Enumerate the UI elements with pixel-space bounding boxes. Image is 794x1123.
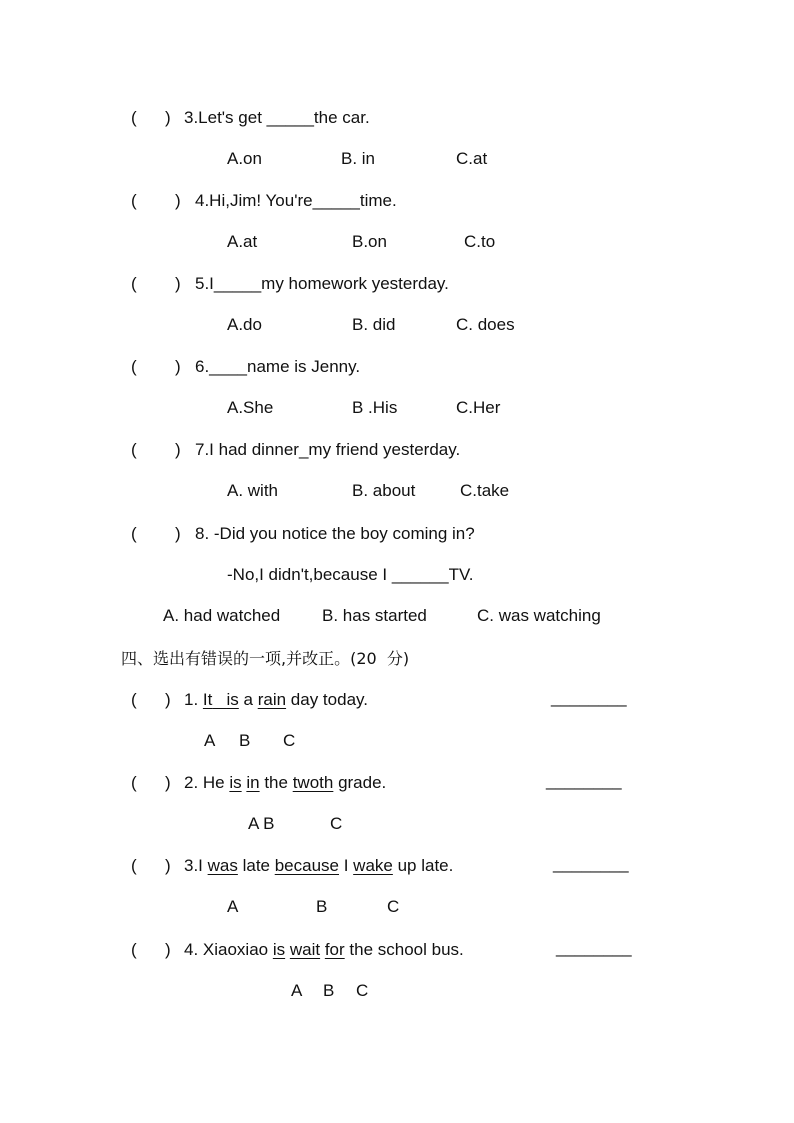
option-c: C.to bbox=[464, 232, 496, 251]
answer-bracket-right: ) bbox=[165, 856, 171, 875]
choice-c-underlined: twoth bbox=[292, 773, 334, 792]
question-stem-response: -No,I didn't,because I ______TV. bbox=[227, 565, 474, 584]
option-b: B. did bbox=[352, 315, 396, 334]
question-stem: 7.I had dinner_my friend yesterday. bbox=[195, 440, 461, 459]
option-c: C. was watching bbox=[477, 606, 601, 625]
section-heading: 四、选出有错误的一项,并改正。(20 分) bbox=[121, 649, 410, 668]
answer-bracket-left: ( bbox=[131, 108, 137, 127]
answer-bracket-right: ) bbox=[175, 524, 181, 543]
answer-bracket-left: ( bbox=[131, 773, 137, 792]
answer-bracket-left: ( bbox=[131, 690, 137, 709]
option-a: A. had watched bbox=[163, 606, 281, 625]
answer-bracket-left: ( bbox=[131, 357, 137, 376]
correction-blank[interactable]: ________ bbox=[546, 771, 622, 790]
answer-bracket-right: ) bbox=[175, 440, 181, 459]
answer-bracket-left: ( bbox=[131, 856, 137, 875]
error-sentence: 3.I was late because I wake up late. bbox=[184, 856, 454, 875]
choice-b-underlined: in bbox=[246, 773, 260, 792]
question-stem: 5.I_____my homework yesterday. bbox=[195, 274, 449, 293]
question-stem: 4.Hi,Jim! You're_____time. bbox=[195, 191, 397, 210]
error-sentence: 2. He is in the twoth grade. bbox=[184, 773, 387, 792]
option-b: B.on bbox=[352, 232, 387, 251]
choice-b-underlined: because bbox=[274, 856, 339, 875]
option-c: C.take bbox=[460, 481, 510, 500]
option-b: B. about bbox=[352, 481, 416, 500]
option-a: A.at bbox=[227, 232, 258, 251]
choice-b-underlined: wait bbox=[289, 940, 321, 959]
correction-blank[interactable]: ________ bbox=[553, 854, 629, 873]
answer-bracket-right: ) bbox=[165, 108, 171, 127]
option-b: B .His bbox=[352, 398, 398, 417]
choice-label-a: A bbox=[227, 897, 239, 916]
correction-blank[interactable]: ________ bbox=[556, 938, 632, 957]
error-sentence: 4. Xiaoxiao is wait for the school bus. bbox=[184, 940, 464, 959]
choice-label-b: B bbox=[239, 731, 251, 750]
option-a: A.on bbox=[227, 149, 262, 168]
answer-bracket-right: ) bbox=[175, 357, 181, 376]
option-c: C. does bbox=[456, 315, 515, 334]
answer-bracket-right: ) bbox=[165, 940, 171, 959]
answer-bracket-left: ( bbox=[131, 274, 137, 293]
option-b: B. in bbox=[341, 149, 376, 168]
option-a: A. with bbox=[227, 481, 279, 500]
choice-label-a: A bbox=[291, 981, 303, 1000]
choice-label-b: B bbox=[316, 897, 328, 916]
choice-c-underlined: wake bbox=[353, 856, 393, 875]
choice-label-c: C bbox=[387, 897, 400, 916]
choice-a-underlined: is bbox=[229, 773, 242, 792]
answer-bracket-left: ( bbox=[131, 940, 137, 959]
option-a: A.She bbox=[227, 398, 274, 417]
choice-label-ab: A B bbox=[248, 814, 275, 833]
answer-bracket-right: ) bbox=[165, 773, 171, 792]
answer-bracket-left: ( bbox=[131, 191, 137, 210]
choice-label-c: C bbox=[356, 981, 369, 1000]
choice-a-underlined: was bbox=[207, 856, 238, 875]
choice-label-a: A bbox=[204, 731, 216, 750]
question-stem: 3.Let's get _____the car. bbox=[184, 108, 370, 127]
choice-a-underlined: is bbox=[272, 940, 286, 959]
choice-b-underlined: is bbox=[226, 690, 239, 709]
answer-bracket-left: ( bbox=[131, 524, 137, 543]
correction-blank[interactable]: ________ bbox=[551, 688, 627, 707]
choice-c-underlined: for bbox=[324, 940, 345, 959]
option-c: C.Her bbox=[456, 398, 501, 417]
option-b: B. has started bbox=[322, 606, 427, 625]
question-stem: 6.____name is Jenny. bbox=[195, 357, 361, 376]
error-sentence: 1. It is a rain day today. bbox=[184, 690, 368, 709]
answer-bracket-right: ) bbox=[175, 191, 181, 210]
question-stem: 8. -Did you notice the boy coming in? bbox=[195, 524, 475, 543]
answer-bracket-right: ) bbox=[175, 274, 181, 293]
answer-bracket-right: ) bbox=[165, 690, 171, 709]
choice-a-underlined: It bbox=[202, 690, 213, 709]
choice-label-b: B bbox=[323, 981, 335, 1000]
choice-label-c: C bbox=[283, 731, 296, 750]
choice-c-underlined: rain bbox=[257, 690, 287, 709]
option-c: C.at bbox=[456, 149, 488, 168]
option-a: A.do bbox=[227, 315, 262, 334]
choice-label-c: C bbox=[330, 814, 343, 833]
answer-bracket-left: ( bbox=[131, 440, 137, 459]
